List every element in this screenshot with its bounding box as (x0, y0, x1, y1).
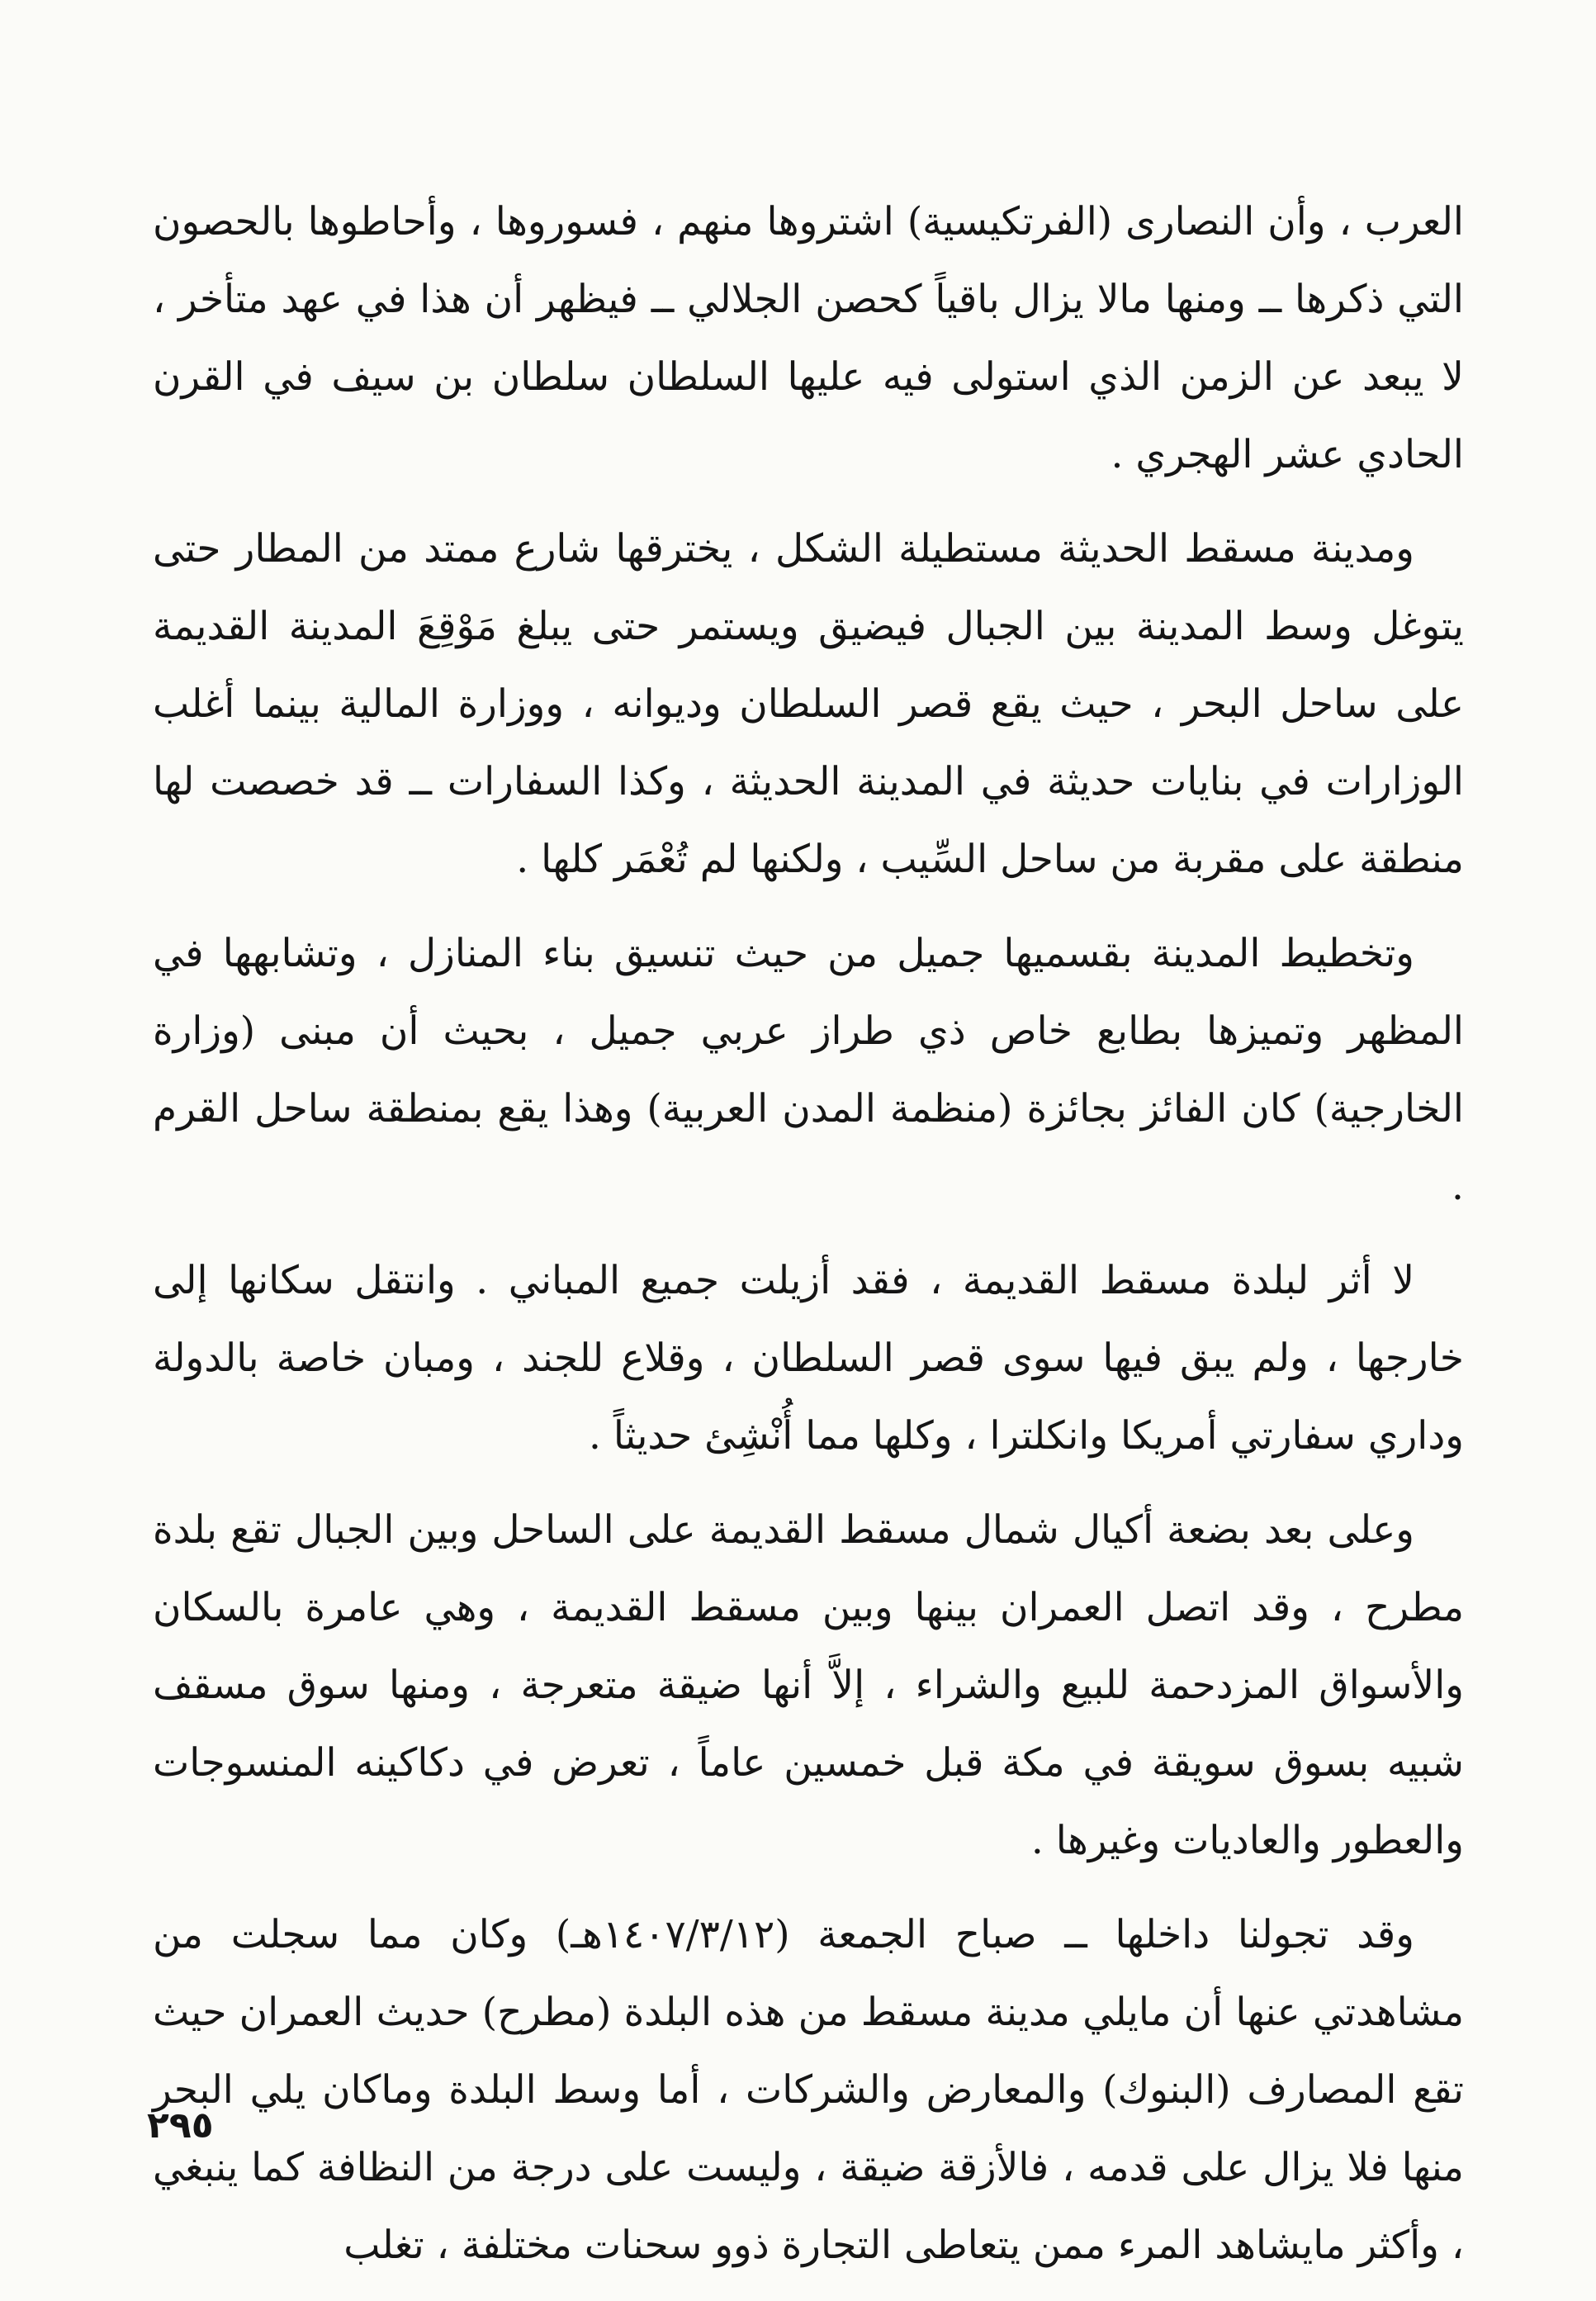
page-body (153, 183, 1464, 2301)
paragraph-4: لا أثر لبلدة مسقط القديمة ، فقد أزيلت جميع المباني . وانتقل سكانها إلى خارجها ، ولم يبق فيها سوى قصر السلطان ، وقلاع للجند ، ومبان خاصة بالدولة وداري سفارتي أمريكا وانكلترا ، وكلها مما أُنْشِئ حديثاً . (153, 1258, 1464, 1459)
paragraph-5: وعلى بعد بضعة أكيال شمال مسقط القديمة على الساحل وبين الجبال تقع بلدة مطرح ، وقد اتصل العمران بينها وبين مسقط القديمة ، وهي عامرة بالسكان والأسواق المزدحمة للبيع والشراء ، إلاَّ أنها ضيقة متعرجة ، ومنها سوق مسقف شبيه بسوق سويقة في مكة قبل خمسين عاماً ، تعرض في دكاكينه المنسوجات والعطور والعاديات وغيرها . (153, 1507, 1464, 1863)
paragraph-3: وتخطيط المدينة بقسميها جميل من حيث تنسيق بناء المنازل ، وتشابهها في المظهر وتميزها بطابع خاص ذي طراز عربي جميل ، بحيث أن مبنى (وزارة الخارجية) كان الفائز بجائزة (منظمة المدن العربية) وهذا يقع بمنطقة ساحل القرم . (153, 931, 1464, 1209)
page-number: ٢٩٥ (147, 2104, 214, 2147)
paragraph-2: ومدينة مسقط الحديثة مستطيلة الشكل ، يخترقها شارع ممتد من المطار حتى يتوغل وسط المدينة بين الجبال فيضيق ويستمر حتى يبلغ مَوْقِعَ المدينة القديمة على ساحل البحر ، حيث يقع قصر السلطان وديوانه ، ووزارة المالية بينما أغلب الوزارات في بنايات حديثة في المدينة الحديثة ، وكذا السفارات ــ قد خصصت لها منطقة على مقربة من ساحل السِّيب ، ولكنها لم تُعْمَر كلها . (153, 526, 1464, 882)
paragraph-1: العرب ، وأن النصارى (الفرتكيسية) اشتروها منهم ، فسوروها ، وأحاطوها بالحصون التي ذكرها ــ ومنها مالا يزال باقياً كحصن الجلالي ــ فيظهر أن هذا في عهد متأخر ، لا يبعد عن الزمن الذي استولى فيه عليها السلطان سلطان بن سيف في القرن الحادي عشر الهجري . (153, 199, 1464, 477)
paragraph-6: وقد تجولنا داخلها ــ صباح الجمعة (١٤٠٧/٣/١٢هـ) وكان مما سجلت من مشاهدتي عنها أن مايلي مدينة مسقط من هذه البلدة (مطرح) حديث العمران حيث تقع المصارف (البنوك) والمعارض والشركات ، أما وسط البلدة وماكان يلي البحر منها فلا يزال على قدمه ، فالأزقة ضيقة ، وليست على درجة من النظافة كما ينبغي ، وأكثر مايشاهد المرء ممن يتعاطى التجارة ذوو سحنات مختلفة ، تغلب (153, 1912, 1464, 2268)
